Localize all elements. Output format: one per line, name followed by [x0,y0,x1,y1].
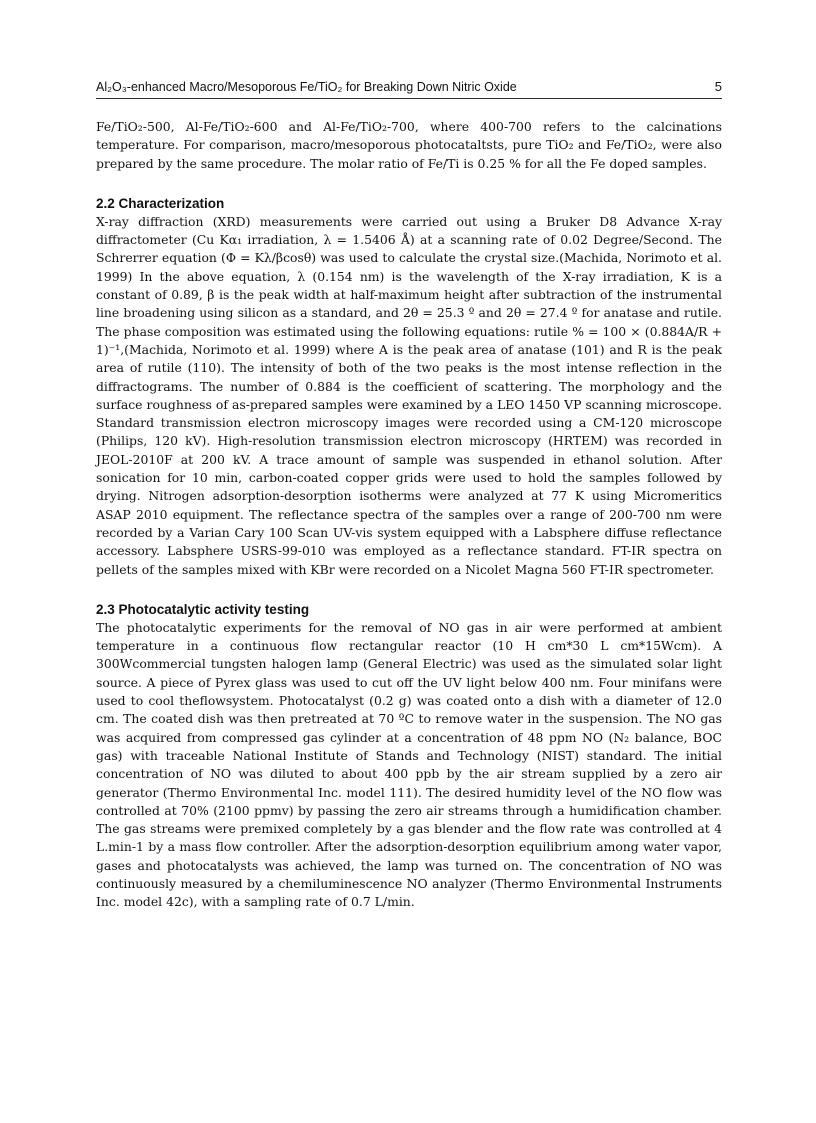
section-heading-photocatalytic: 2.3 Photocatalytic activity testing [96,601,310,617]
running-header [96,80,722,99]
section-characterization [96,195,722,579]
intro-paragraph: Fe/TiO₂-500, Al-Fe/TiO₂-600 and Al-Fe/TiO₂-700, where 400-700 refers to the calcinations temperature. For comparison, macro/mesoporous photocataltsts, pure TiO₂ and Fe/TiO₂, were also prepared by the same procedure. The molar ratio of Fe/Ti is 0.25 % for all the Fe doped samples. [96,119,722,171]
section-photocatalytic-testing [96,601,722,912]
page-body [96,118,722,912]
running-title: Al₂O₃-enhanced Macro/Mesoporous Fe/TiO₂ for Breaking Down Nitric Oxide [96,80,517,94]
section-body-photocatalytic: The photocatalytic experiments for the removal of NO gas in air were performed at ambient temperature in a continuous flow rectangular reactor (10 H cm*30 L cm*15Wcm). A 300Wcommercial tungsten halogen lamp (General Electric) was used as the simulated solar light source. A piece of Pyrex glass was used to cut off the UV light below 400 nm. Four minifans were used to cool theflowsystem. Photocatalyst (0.2 g) was coated onto a dish with a diameter of 12.0 cm. The coated dish was then pretreated at 70 ºC to remove water in the suspension. The NO gas was acquired from compressed gas cylinder at a concentration of 48 ppm NO (N₂ balance, BOC gas) with traceable National Institute of Stands and Technology (NIST) standard. The initial concentration of NO was diluted to about 400 ppb by the air stream supplied by a zero air generator (Thermo Environmental Inc. model 111). The desired humidity level of the NO flow was controlled at 70% (2100 ppmv) by passing the zero air streams through a humidification chamber. The gas streams were premixed completely by a gas blender and the flow rate was controlled at 4 L.min-1 by a mass flow controller. After the adsorption-desorption equilibrium among water vapor, gases and photocatalysts was achieved, the lamp was turned on. The concentration of NO was continuously measured by a chemiluminescence NO analyzer (Thermo Environmental Instruments Inc. model 42c), with a sampling rate of 0.7 L/min. [96,619,722,910]
page-number: 5 [714,79,722,94]
section-body-characterization: X-ray diffraction (XRD) measurements were carried out using a Bruker D8 Advance X-ray diffractometer (Cu Kα₁ irradiation, λ = 1.5406 Å) at a scanning rate of 0.02 Degree/Second. The Schrerrer equation (Φ = Kλ/βcosθ) was used to calculate the crystal size.(Machida, Norimoto et al. 1999) In the above equation, λ (0.154 nm) is the wavelength of the X-ray irradiation, K is a constant of 0.89, β is the peak width at half-maximum height after subtraction of the instrumental line broadening using silicon as a standard, and 2θ = 25.3 º and 2θ = 27.4 º for anatase and rutile. The phase composition was estimated using the following equations: rutile % = 100 × (0.884A/R + 1)⁻¹,(Machida, Norimoto et al. 1999) where A is the peak area of anatase (101) and R is the peak area of rutile (110). The intensity of both of the two peaks is the most intense reflection in the diffractograms. The number of 0.884 is the coefficient of scattering. The morphology and the surface roughness of as-prepared samples were examined by a LEO 1450 VP scanning microscope. Standard transmission electron microscopy images were recorded using a CM-120 microscope (Philips, 120 kV). High-resolution transmission electron microscopy (HRTEM) was recorded in JEOL-2010F at 200 kV. A trace amount of sample was suspended in ethanol solution. After sonication for 10 min, carbon-coated copper grids were used to hold the samples followed by drying. Nitrogen adsorption-desorption isotherms were analyzed at 77 K using Micromeritics ASAP 2010 equipment. The reflectance spectra of the samples over a range of 200-700 nm were recorded by a Varian Cary 100 Scan UV-vis system equipped with a Labsphere diffuse reflectance accessory. Labsphere USRS-99-010 was employed as a reflectance standard. FT-IR spectra on pellets of the samples mixed with KBr were recorded on a Nicolet Magna 560 FT-IR spectrometer. [96,213,722,577]
section-heading-characterization: 2.2 Characterization [96,195,225,211]
